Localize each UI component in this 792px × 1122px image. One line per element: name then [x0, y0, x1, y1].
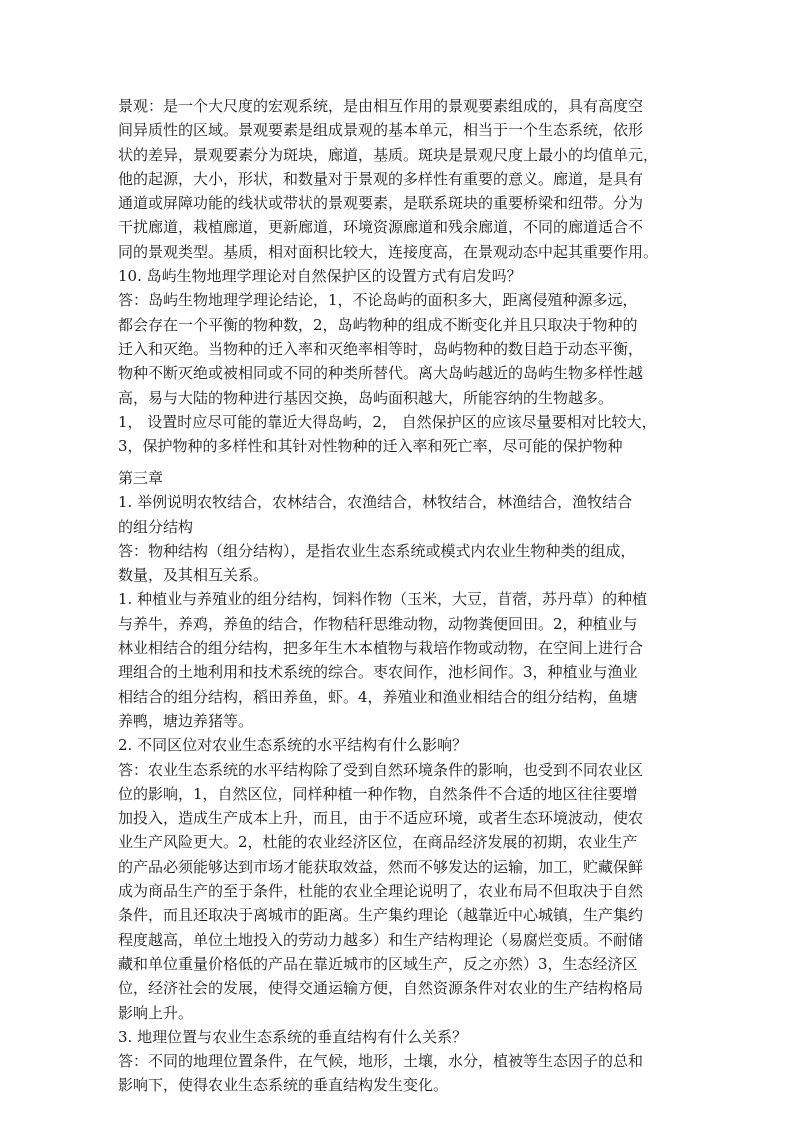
text-line: 同的景观类型。基质，相对面积比较大，连接度高，在景观动态中起其重要作用。 — [118, 242, 659, 261]
text-line: 位的影响，1，自然区位，同样种植一种作物，自然条件不合适的地区往往要增 — [118, 784, 638, 803]
text-line: 他的起源，大小，形状，和数量对于景观的多样性有重要的意义。廊道，是具有 — [118, 169, 644, 188]
text-line: 答：物种结构（组分结构），是指农业生态系统或模式内农业生物种类的组成， — [118, 541, 636, 560]
text-line: 高，易与大陆的物种进行基因交换，岛屿面积越大，所能容纳的生物越多。 — [118, 388, 614, 407]
text-line: 物种不断灭绝或被相同或不同的种类所替代。离大岛屿越近的岛屿生物多样性越 — [118, 364, 644, 383]
text-line: 1， 设置时应尽可能的靠近大得岛屿，2， 自然保护区的应该尽量要相对比较大， — [118, 412, 657, 431]
text-line: 数量，及其相互关系。 — [118, 566, 269, 585]
text-line: 迁入和灭绝。当物种的迁入率和灭绝率相等时，岛屿物种的数目趋于动态平衡， — [118, 339, 644, 358]
question-1: 1. 举例说明农牧结合，农林结合，农渔结合，林牧结合，林渔结合，渔牧结合 — [118, 493, 633, 512]
question-10: 10. 岛屿生物地理学理论对自然保护区的设置方式有启发吗？ — [118, 267, 522, 286]
text-line: 程度越高，单位土地投入的劳动力越多）和生产结构理论（易腐烂变质。不耐储 — [118, 930, 644, 949]
text-line: 的组分结构 — [118, 517, 194, 536]
landscape-section — [118, 94, 684, 458]
text-line: 答：农业生态系统的水平结构除了受到自然环境条件的影响，也受到不同农业区 — [118, 760, 644, 779]
text-line: 业生产风险更大。2，杜能的农业经济区位，在商品经济发展的初期，农业生产 — [118, 833, 638, 852]
text-line: 状的差异，景观要素分为斑块，廊道，基质。斑块是景观尺度上最小的均值单元， — [118, 145, 659, 164]
text-line: 的产品必须能够达到市场才能获取效益，然而不够发达的运输，加工，贮藏保鲜 — [118, 857, 644, 876]
text-line: 间异质性的区域。景观要素是组成景观的基本单元，相当于一个生态系统，依形 — [118, 121, 644, 140]
text-line: 影响下，使得农业生态系统的垂直结构发生变化。 — [118, 1076, 449, 1095]
text-line: 成为商品生产的至于条件，杜能的农业全理论说明了，农业布局不但取决于自然 — [118, 882, 644, 901]
text-line: 养鸭，塘边养猪等。 — [118, 711, 254, 730]
text-line: 位，经济社会的发展，使得交通运输方便，自然资源条件对农业的生产结构格局 — [118, 979, 644, 998]
question-2: 2. 不同区位对农业生态系统的水平结构有什么影响？ — [118, 736, 468, 755]
chapter-heading: 第三章 — [118, 469, 164, 487]
text-line: 1. 种植业与养殖业的组分结构，饲料作物（玉米，大豆，苜蓿，苏丹草）的种植 — [118, 590, 648, 609]
text-line: 影响上升。 — [118, 1003, 194, 1022]
text-line: 通道或屏障功能的线状或带状的景观要素，是联系斑块的重要桥梁和纽带。分为 — [118, 194, 644, 213]
text-line: 答：不同的地理位置条件，在气候，地形，土壤，水分，植被等生态因子的总和 — [118, 1052, 644, 1071]
text-line: 与养牛，养鸡，养鱼的结合，作物秸秆思维动物，动物粪便回田。2，种植业与 — [118, 614, 638, 633]
text-line: 都会存在一个平衡的物种数，2，岛屿物种的组成不断变化并且只取决于物种的 — [118, 315, 638, 334]
text-line: 林业相结合的组分结构，把多年生木本植物与栽培作物或动物，在空间上进行合 — [118, 639, 644, 658]
text-line: 藏和单位重量价格低的产品在靠近城市的区域生产，反之亦然）3，生态经济区 — [118, 954, 638, 973]
question-3: 3. 地理位置与农业生态系统的垂直结构有什么关系？ — [118, 1027, 468, 1046]
text-line: 3，保护物种的多样性和其针对性物种的迁入率和死亡率，尽可能的保护物种 — [118, 437, 623, 456]
text-line: 干扰廊道，栽植廊道，更新廊道，环境资源廊道和残余廊道，不同的廊道适合不 — [118, 218, 644, 237]
text-line: 理组合的土地利用和技术系统的综合。枣农间作，池杉间作。3，种植业与渔业 — [118, 663, 638, 682]
text-line: 答：岛屿生物地理学理论结论，1，不论岛屿的面积多大，距离侵殖种源多远， — [118, 291, 638, 310]
text-line: 加投入，造成生产成本上升，而且，由于不适应环境，或者生态环境波动，使农 — [118, 809, 644, 828]
chapter-three-section — [118, 466, 684, 1098]
text-line: 景观：是一个大尺度的宏观系统，是由相互作用的景观要素组成的，具有高度空 — [118, 97, 644, 115]
text-line: 相结合的组分结构，稻田养鱼，虾。4，养殖业和渔业相结合的组分结构，鱼塘 — [118, 687, 638, 706]
text-line: 条件，而且还取决于离城市的距离。生产集约理论（越靠近中心城镇，生产集约 — [118, 906, 644, 925]
